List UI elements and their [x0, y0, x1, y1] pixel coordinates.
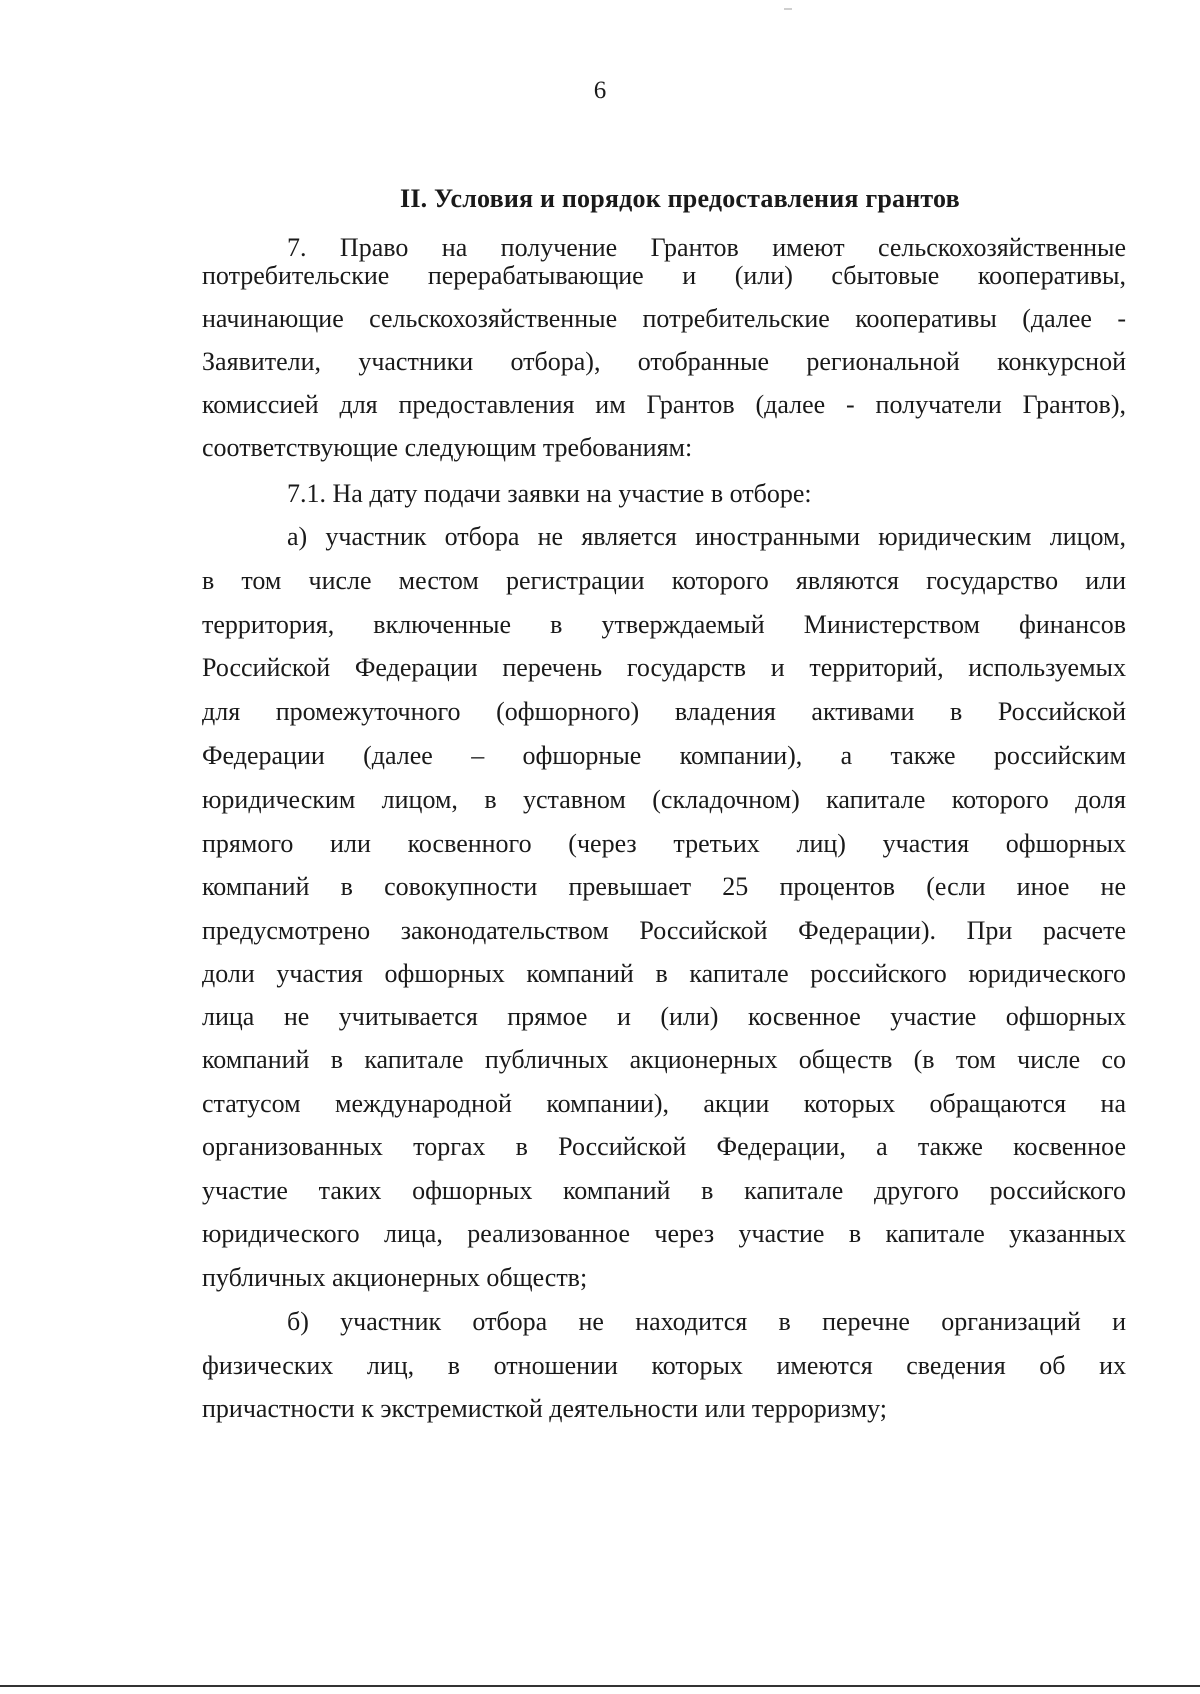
paragraph-line: публичных акционерных обществ; — [202, 1263, 588, 1292]
scan-artifact — [784, 8, 792, 10]
paragraph-line: компаний в совокупности превышает 25 процентов (если иное не — [202, 872, 1126, 901]
paragraph-line: комиссией для предоставления им Грантов (далее - получатели Грантов), — [202, 390, 1126, 419]
paragraph-line: б) участник отбора не находится в перечне организаций и — [287, 1307, 1126, 1336]
paragraph-line: соответствующие следующим требованиям: — [202, 433, 693, 462]
paragraph-line: причастности к экстремисткой деятельности или терроризму; — [202, 1394, 887, 1423]
paragraph-line: участие таких офшорных компаний в капитале другого российского — [202, 1176, 1126, 1205]
section-heading: II. Условия и порядок предоставления грантов — [400, 184, 960, 213]
paragraph-line: а) участник отбора не является иностранными юридическим лицом, — [287, 522, 1126, 551]
paragraph-line: физических лиц, в отношении которых имеются сведения об их — [202, 1351, 1126, 1380]
footer-rule — [0, 1685, 1200, 1687]
paragraph-line: компаний в капитале публичных акционерных обществ (в том числе со — [202, 1045, 1126, 1074]
paragraph-line: прямого или косвенного (через третьих лиц) участия офшорных — [202, 829, 1126, 858]
page-number: 6 — [593, 77, 607, 104]
paragraph-line: в том числе местом регистрации которого являются государство или — [202, 566, 1126, 595]
paragraph-line: доли участия офшорных компаний в капитале российского юридического — [202, 959, 1126, 988]
paragraph-line: Федерации (далее – офшорные компании), а также российским — [202, 741, 1126, 770]
paragraph-line: юридическим лицом, в уставном (складочном) капитале которого доля — [202, 785, 1126, 814]
paragraph-line: территория, включенные в утверждаемый Министерством финансов — [202, 610, 1126, 639]
paragraph-line: для промежуточного (офшорного) владения активами в Российской — [202, 697, 1126, 726]
paragraph-line: потребительские перерабатывающие и (или) сбытовые кооперативы, — [202, 261, 1126, 290]
paragraph-line: 7. Право на получение Грантов имеют сельскохозяйственные — [287, 233, 1126, 262]
paragraph-line: Российской Федерации перечень государств и территорий, используемых — [202, 653, 1126, 682]
paragraph-line: организованных торгах в Российской Федерации, а также косвенное — [202, 1132, 1126, 1161]
paragraph-line: начинающие сельскохозяйственные потребительские кооперативы (далее - — [202, 304, 1126, 333]
paragraph-line: предусмотрено законодательством Российской Федерации). При расчете — [202, 916, 1126, 945]
paragraph-line: 7.1. На дату подачи заявки на участие в отборе: — [287, 479, 812, 508]
paragraph-line: юридического лица, реализованное через участие в капитале указанных — [202, 1219, 1126, 1248]
paragraph-line: Заявители, участники отбора), отобранные региональной конкурсной — [202, 347, 1126, 376]
paragraph-line: статусом международной компании), акции которых обращаются на — [202, 1089, 1126, 1118]
paragraph-line: лица не учитывается прямое и (или) косвенное участие офшорных — [202, 1002, 1126, 1031]
